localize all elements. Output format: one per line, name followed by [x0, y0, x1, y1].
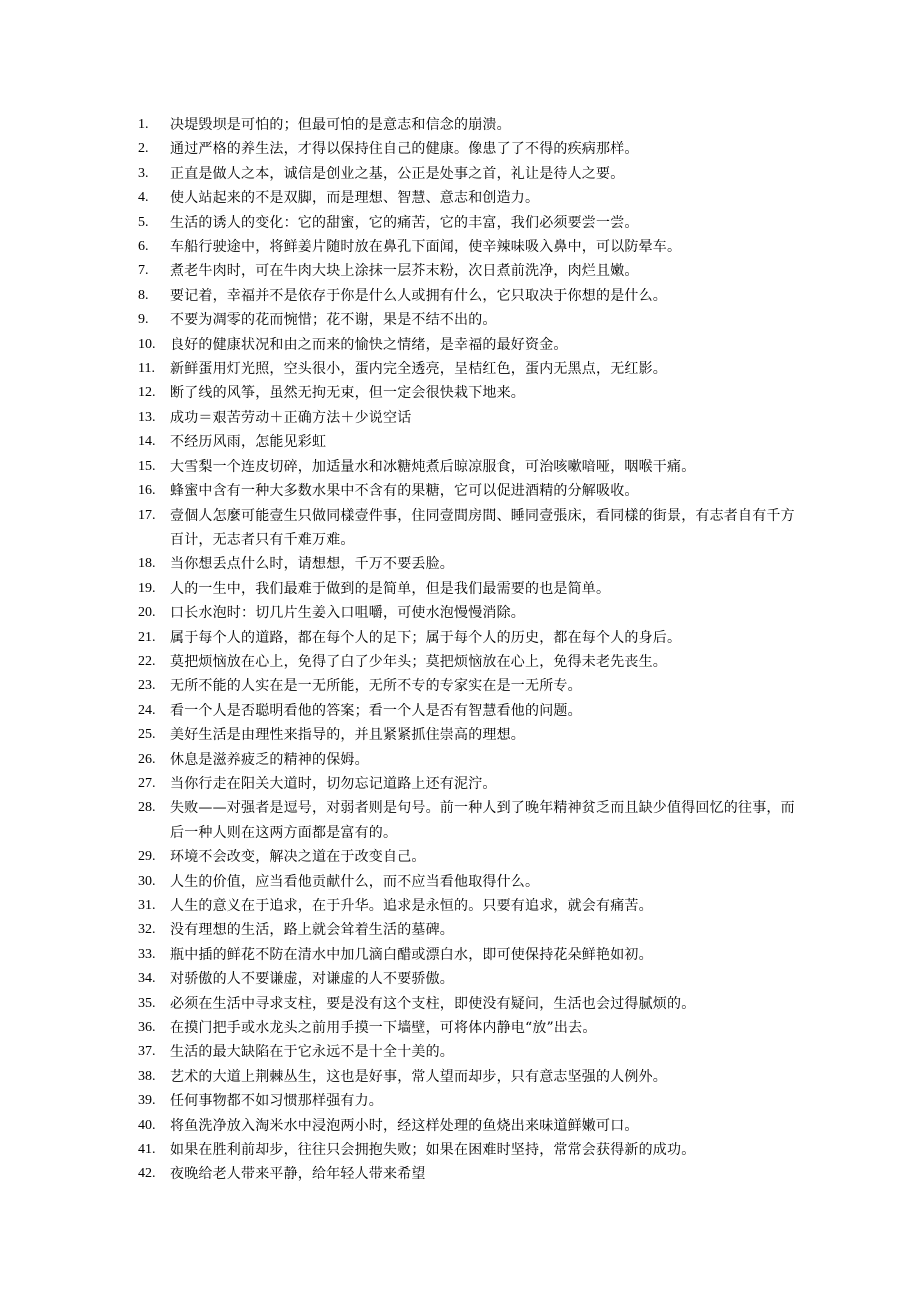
list-item: [138, 626, 798, 650]
item-text: 人生的意义在于追求，在于升华。追求是永恒的。只要有追求，就会有痛苦。: [170, 898, 653, 914]
item-text: 休息是滋养疲乏的精神的保姆。: [170, 751, 369, 768]
item-text: 通过严格的养生法，才得以保持住自己的健康。像患了了不得的疾病那样。: [170, 141, 639, 158]
item-number: 18.: [138, 556, 156, 572]
item-number: 27.: [138, 775, 156, 791]
item-number: 41.: [138, 1142, 156, 1158]
item-text: 壹個人怎麼可能壹生只做同樣壹件事，住同壹間房間、睡同壹張床，看同樣的街景，有志者自有千方百计，无志者只有千难万难。: [170, 507, 795, 548]
item-number: 14.: [138, 434, 156, 450]
item-text: 必须在生活中寻求支柱，要是没有这个支柱，即使没有疑问，生活也会过得腻烦的。: [170, 995, 696, 1012]
list-item: [138, 699, 798, 723]
item-text: 看一个人是否聪明看他的答案；看一个人是否有智慧看他的问题。: [170, 702, 582, 719]
item-text: 美好生活是由理性来指导的，并且紧紧抓住崇高的理想。: [170, 727, 525, 744]
item-number: 28.: [138, 800, 156, 816]
item-text: 使人站起来的不是双脚，而是理想、智慧、意志和创造力。: [170, 190, 540, 207]
item-text: 没有理想的生活，路上就会耸着生活的墓碑。: [170, 922, 454, 939]
item-number: 24.: [138, 702, 156, 718]
item-number: 26.: [138, 751, 156, 767]
item-text: 如果在胜利前却步，往往只会拥抱失败；如果在困难时坚持，常常会获得新的成功。: [170, 1142, 696, 1159]
item-text: 人生的价值，应当看他贡献什么，而不应当看他取得什么。: [170, 873, 540, 890]
list-item: [138, 943, 798, 967]
item-text: 夜晚给老人带来平静，给年轻人带来希望: [170, 1166, 426, 1183]
list-item: [138, 772, 798, 796]
list-item: [138, 967, 798, 991]
item-text: 不要为凋零的花而惋惜；花不谢，果是不结不出的。: [170, 312, 497, 329]
item-text: 生活的最大缺陷在于它永远不是十全十美的。: [170, 1044, 454, 1061]
item-text: 成功＝艰苦劳动＋正确方法＋少说空话: [170, 409, 412, 426]
item-text: 环境不会改变，解决之道在于改变自己。: [170, 849, 426, 866]
item-number: 20.: [138, 605, 156, 621]
list-item: [138, 723, 798, 747]
list-item: [138, 845, 798, 869]
item-text: 煮老牛肉时，可在牛肉大块上涂抹一层芥末粉，次日煮前洗净，肉烂且嫩。: [170, 263, 639, 280]
item-number: 42.: [138, 1166, 156, 1182]
list-item: [138, 601, 798, 625]
item-text: 车船行驶途中，将鲜姜片随时放在鼻孔下面闻，使辛辣味吸入鼻中，可以防晕车。: [170, 239, 682, 256]
item-text: 对骄傲的人不要谦虚，对谦虚的人不要骄傲。: [170, 971, 454, 988]
list-item: [138, 479, 798, 503]
item-text: 当你行走在阳关大道时，切勿忘记道路上还有泥泞。: [170, 775, 497, 792]
item-number: 37.: [138, 1044, 156, 1060]
list-item: [138, 674, 798, 698]
item-number: 12.: [138, 385, 156, 401]
item-number: 15.: [138, 458, 156, 474]
list-item: [138, 259, 798, 283]
list-item: [138, 918, 798, 942]
list-item: [138, 308, 798, 332]
item-number: 7.: [138, 263, 149, 279]
item-text: 当你想丢点什么时，请想想，千万不要丢脸。: [170, 556, 454, 573]
item-text: 要记着，幸福并不是依存于你是什么人或拥有什么，它只取决于你想的是什么。: [170, 287, 667, 304]
item-text: 蜂蜜中含有一种大多数水果中不含有的果糖，它可以促进酒精的分解吸收。: [170, 483, 639, 500]
list-item: [138, 552, 798, 576]
item-number: 1.: [138, 117, 149, 132]
item-text: 新鲜蛋用灯光照，空头很小，蛋内完全透亮，呈桔红色，蛋内无黑点，无红影。: [170, 361, 667, 378]
item-number: 5.: [138, 214, 149, 230]
item-text: 口长水泡时：切几片生姜入口咀嚼，可使水泡慢慢消除。: [170, 605, 525, 622]
item-text: 不经历风雨，怎能见彩虹: [170, 434, 327, 451]
item-number: 29.: [138, 849, 156, 865]
list-item: [138, 1040, 798, 1064]
item-text: 失败——对强者是逗号，对弱者则是句号。前一种人到了晚年精神贫乏而且缺少值得回忆的往事，而后一种人则在这两方面都是富有的。: [170, 800, 795, 841]
list-item: [138, 992, 798, 1016]
item-text: 属于每个人的道路，都在每个人的足下；属于每个人的历史，都在每个人的身后。: [170, 629, 682, 646]
item-number: 32.: [138, 922, 156, 938]
item-text: 瓶中插的鲜花不防在清水中加几滴白醋或漂白水，即可使保持花朵鲜艳如初。: [170, 946, 653, 963]
item-number: 22.: [138, 653, 156, 669]
item-text: 艺术的大道上荆棘丛生，这也是好事，常人望而却步，只有意志坚强的人例外。: [170, 1068, 667, 1085]
item-number: 39.: [138, 1093, 156, 1109]
list-item: [138, 796, 798, 845]
list-item: [138, 577, 798, 601]
item-text: 无所不能的人实在是一无所能，无所不专的专家实在是一无所专。: [170, 678, 582, 695]
list-item: [138, 137, 798, 161]
list-item: [138, 894, 798, 918]
list-item: [138, 1016, 798, 1040]
item-number: 16.: [138, 483, 156, 499]
list-item: [138, 430, 798, 454]
quote-list: [138, 113, 798, 1187]
list-item: [138, 406, 798, 430]
item-number: 6.: [138, 239, 149, 255]
item-number: 10.: [138, 336, 156, 352]
list-item: [138, 284, 798, 308]
list-item: [138, 186, 798, 210]
item-text: 决堤毁坝是可怕的；但最可怕的是意志和信念的崩溃。: [170, 117, 511, 133]
list-item: [138, 333, 798, 357]
item-number: 36.: [138, 1020, 156, 1036]
list-item: [138, 870, 798, 894]
item-number: 9.: [138, 312, 149, 328]
item-number: 4.: [138, 190, 149, 206]
item-text: 良好的健康状况和由之而来的愉快之情绪，是幸福的最好资金。: [170, 336, 568, 353]
item-text: 正直是做人之本，诚信是创业之基，公正是处事之首，礼让是待人之要。: [170, 165, 625, 182]
list-item: [138, 357, 798, 381]
item-number: 35.: [138, 995, 156, 1011]
list-item: [138, 748, 798, 772]
item-number: 23.: [138, 678, 156, 694]
item-number: 31.: [138, 898, 156, 913]
list-item: [138, 1162, 798, 1186]
item-number: 33.: [138, 946, 156, 962]
item-number: 2.: [138, 141, 149, 157]
list-item: [138, 381, 798, 405]
item-number: 3.: [138, 165, 149, 181]
list-item: [138, 455, 798, 479]
list-item: [138, 113, 798, 137]
item-number: 8.: [138, 287, 149, 303]
list-item: [138, 211, 798, 235]
list-item: [138, 1138, 798, 1162]
item-text: 将鱼洗净放入淘米水中浸泡两小时，经这样处理的鱼烧出来味道鲜嫩可口。: [170, 1117, 639, 1134]
item-text: 生活的诱人的变化：它的甜蜜，它的痛苦，它的丰富，我们必须要尝一尝。: [170, 214, 639, 231]
item-text: 大雪梨一个连皮切碎，加适量水和冰糖炖煮后晾凉服食，可治咳嗽喑哑，咽喉干痛。: [170, 458, 696, 475]
list-item: [138, 504, 798, 553]
item-text: 任何事物都不如习惯那样强有力。: [170, 1093, 383, 1110]
list-item: [138, 650, 798, 674]
item-number: 40.: [138, 1117, 156, 1133]
item-number: 34.: [138, 971, 156, 987]
item-number: 19.: [138, 580, 156, 596]
item-number: 25.: [138, 727, 156, 743]
item-text: 人的一生中，我们最难于做到的是简单，但是我们最需要的也是简单。: [170, 580, 611, 597]
item-text: 莫把烦恼放在心上，免得了白了少年头；莫把烦恼放在心上，免得未老先丧生。: [170, 653, 667, 670]
item-number: 38.: [138, 1068, 156, 1084]
item-number: 17.: [138, 507, 156, 523]
item-number: 30.: [138, 873, 156, 889]
item-number: 11.: [138, 361, 155, 377]
item-number: 13.: [138, 409, 156, 425]
list-item: [138, 1089, 798, 1113]
list-item: [138, 162, 798, 186]
list-item: [138, 235, 798, 259]
list-item: [138, 1114, 798, 1138]
item-text: 断了线的风筝，虽然无拘无束，但一定会很快栽下地来。: [170, 385, 525, 402]
item-text: 在摸门把手或水龙头之前用手摸一下墙壁，可将体内静电“放”出去。: [170, 1020, 597, 1037]
list-item: [138, 1065, 798, 1089]
item-number: 21.: [138, 629, 156, 645]
